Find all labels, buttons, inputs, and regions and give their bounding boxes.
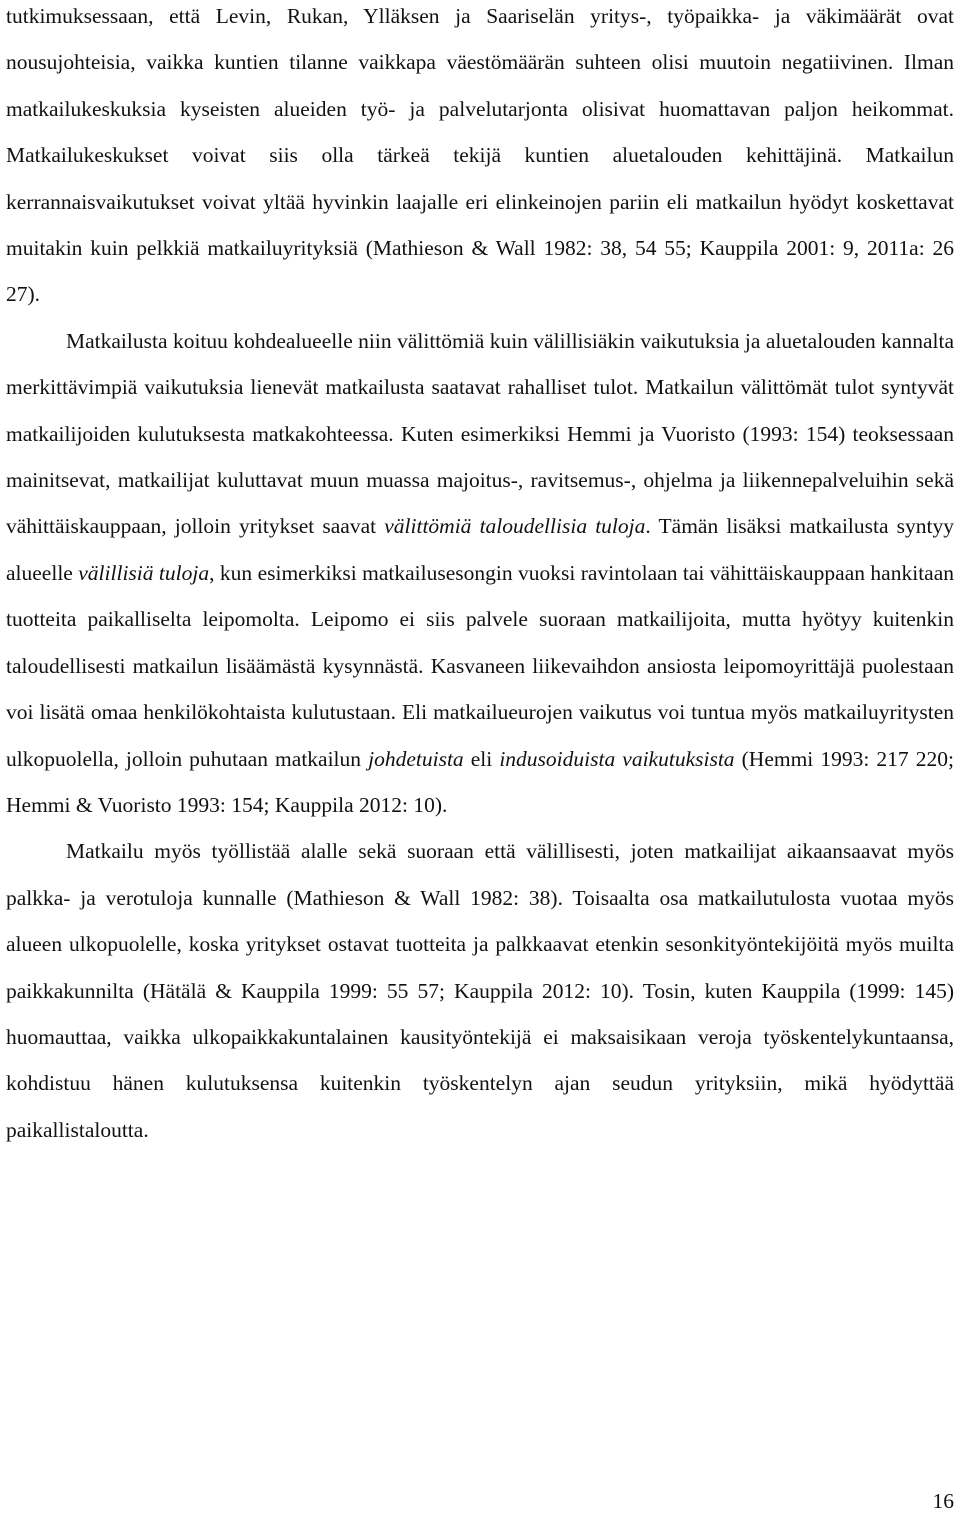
paragraph-2-text-4: eli bbox=[463, 746, 500, 771]
paragraph-2 bbox=[6, 318, 954, 828]
paragraph-2-text-1: Matkailusta koituu kohdealueelle niin välittömiä kuin välillisiäkin vaikutuksia ja aluetalouden kannalta merkittävimpiä vaikutuksia lienevät matkailusta saatavat rahalliset tulot. Matkailun välittömät tulot syntyvät matkailijoiden kulutuksesta matkakohteessa. Kuten esimerkiksi Hemmi ja Vuoristo (1993: 154) teoksessaan mainitsevat, matkailijat kuluttavat muun muassa majoitus-, ravitsemus-, ohjelma ja liikennepalveluihin sekä vähittäiskauppaan, jolloin yritykset saavat bbox=[6, 328, 954, 539]
paragraph-2-italic-term-derived: johdetuista bbox=[368, 746, 464, 771]
paragraph-2-italic-term-induced-effects: indusoiduista vaikutuksista bbox=[499, 746, 735, 771]
paragraph-2-text-5: (Hemmi 1993: 217 220; Hemmi & Vuoristo 1993: 154; Kauppila 2012: 10). bbox=[6, 746, 954, 817]
paragraph-2-text-3: , kun esimerkiksi matkailusesongin vuoksi ravintolaan tai vähittäiskauppaan hankitaan tuotteita paikalliselta leipomolta. Leipomo ei siis palvele suoraan matkailijoita, mutta hyötyy kuitenkin taloudellisesti matkailun lisäämästä kysynnästä. Kasvaneen liikevaihdon ansiosta leipomoyrittäjä puolestaan voi lisätä omaa henkilökohtaista kulutustaan. Eli matkailueurojen vaikutus voi tuntua myös matkailuyritysten ulkopuolella, jolloin puhutaan matkailun bbox=[6, 560, 954, 771]
paragraph-1-text: tutkimuksessaan, että Levin, Rukan, Ylläksen ja Saariselän yritys-, työpaikka- ja väkimäärät ovat nousujohteisia, vaikka kuntien tilanne vaikkapa väestömäärän suhteen olisi muutoin negatiivinen. Ilman matkailukeskuksia kyseisten alueiden työ- ja palvelutarjonta olisivat huomattavan paljon heikommat. Matkailukeskukset voivat siis olla tärkeä tekijä kuntien aluetalouden kehittäjinä. Matkailun kerrannaisvaikutukset voivat yltää hyvinkin laajalle eri elinkeinojen pariin eli matkailun hyödyt koskettavat muitakin kuin pelkkiä matkailuyrityksiä (Mathieson & Wall 1982: 38, 54 55; Kauppila 2001: 9, 2011a: 26 27). bbox=[6, 4, 954, 307]
body-text bbox=[6, 0, 954, 1153]
paragraph-2-italic-term-indirect-income: välillisiä tuloja bbox=[78, 560, 210, 585]
paragraph-2-italic-term-direct-income: välittömiä taloudellisia tuloja bbox=[384, 514, 646, 539]
paragraph-3-text: Matkailu myös työllistää alalle sekä suoraan että välillisesti, joten matkailijat aikaansaavat myös palkka- ja verotuloja kunnalle (Mathieson & Wall 1982: 38). Toisaalta osa matkailutulosta vuotaa myös alueen ulkopuolelle, koska yritykset ostavat tuotteita ja palkkaavat etenkin sesonkityöntekijöitä myös muilta paikkakunnilta (Hätälä & Kauppila 1999: 55 57; Kauppila 2012: 10). Tosin, kuten Kauppila (1999: 145) huomauttaa, vaikka ulkopaikkakuntalainen kausityöntekijä ei maksaisikaan veroja työskentelykuntaansa, kohdistuu hänen kulutuksensa kuitenkin työskentelyn ajan seudun yrityksiin, mikä hyödyttää paikallistaloutta. bbox=[6, 839, 954, 1142]
paragraph-3 bbox=[6, 828, 954, 1153]
paragraph-1 bbox=[6, 0, 954, 318]
paragraph-2-text-2: . Tämän lisäksi matkailusta syntyy alueelle bbox=[6, 514, 955, 585]
page-number: 16 bbox=[932, 1489, 954, 1513]
